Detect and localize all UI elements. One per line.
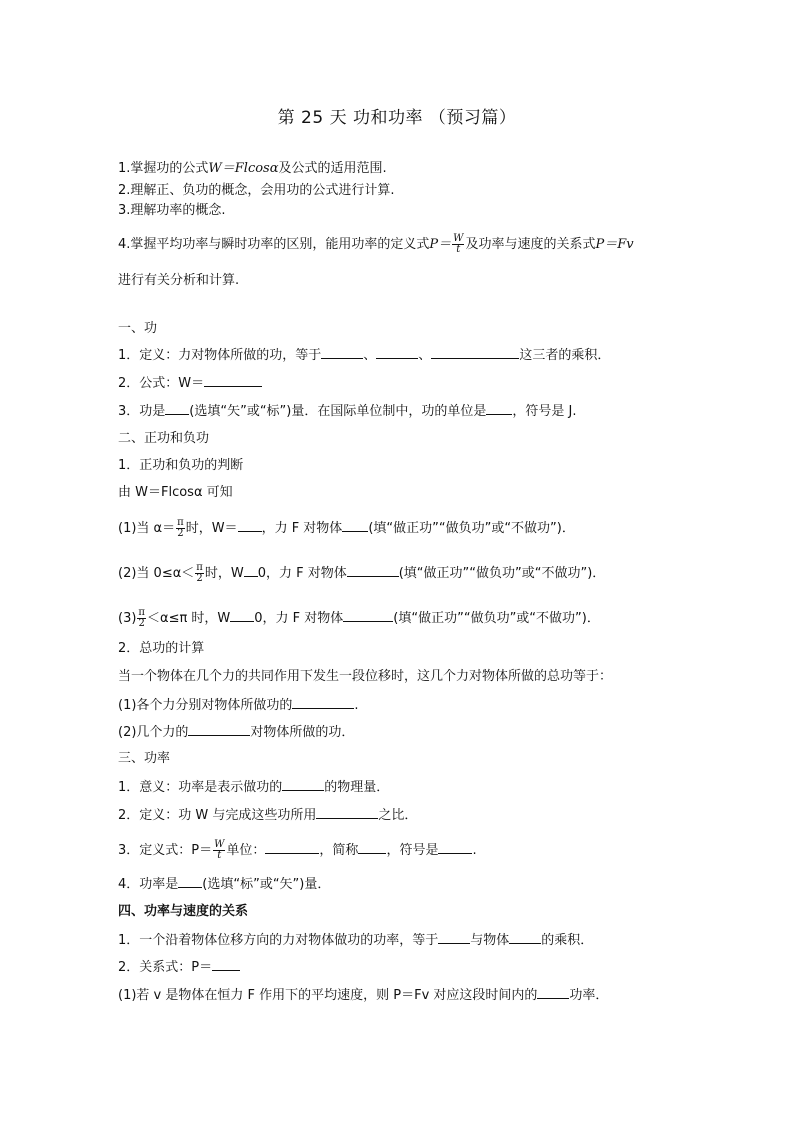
s2-sub1: 1．正功和负功的判断 xyxy=(118,458,244,473)
case-2 xyxy=(118,563,605,584)
w-over-t-fraction xyxy=(213,840,225,861)
s3-formula xyxy=(118,840,477,861)
separator: 、 xyxy=(363,348,377,363)
goal-1 xyxy=(118,160,387,178)
s1-unit xyxy=(118,402,576,421)
goal-2: 2.理解正、负功的概念，会用功的公式进行计算. xyxy=(118,183,395,198)
goal-1-text: 1.掌握功的公式 xyxy=(118,161,209,176)
case-1 xyxy=(118,518,575,539)
total-2 xyxy=(118,723,354,742)
s3-abbr-label: ，简称 xyxy=(319,843,359,858)
s3-definition-tail: 之比． xyxy=(378,808,418,823)
blank[interactable] xyxy=(347,564,399,577)
s3-meaning xyxy=(118,778,389,797)
fraction-denominator: 2 xyxy=(138,618,145,629)
case-2-text: (2)当 0≤α＜ xyxy=(118,566,195,581)
s3-formula-end: . xyxy=(472,843,477,858)
fraction-numerator: π xyxy=(138,607,145,618)
s3-scalar-text: 4．功率是 xyxy=(118,877,179,892)
blank[interactable] xyxy=(358,841,386,854)
s3-meaning-text: 1．意义：功率是表示做功的 xyxy=(118,780,283,795)
s4-statement-tail: 的乘积． xyxy=(541,933,594,948)
blank[interactable] xyxy=(342,519,368,532)
fraction-denominator: t xyxy=(456,244,461,255)
total-1-tail: . xyxy=(354,698,359,713)
section-3-heading: 三、功率 xyxy=(118,751,171,766)
case-2-force: 0，力 F 对物体 xyxy=(257,566,347,581)
blank[interactable] xyxy=(321,346,363,359)
s1-formula-text: 2．公式：W＝ xyxy=(118,376,205,391)
goal-4-mid: 及功率与速度的关系式 xyxy=(465,237,596,252)
s1-definition xyxy=(118,346,610,365)
fraction-denominator: 2 xyxy=(177,528,184,539)
blank[interactable] xyxy=(265,841,319,854)
fraction-denominator: t xyxy=(217,850,222,861)
goal-4-pfv: P＝Fv xyxy=(595,237,634,252)
s3-meaning-tail: 的物理量． xyxy=(324,780,390,795)
s3-symbol-label: ，符号是 xyxy=(386,843,439,858)
section-2-heading: 二、正功和负功 xyxy=(118,431,210,446)
blank[interactable] xyxy=(376,346,418,359)
pi-over-2-fraction xyxy=(176,518,185,539)
s1-definition-text: 1．定义：力对物体所做的功，等于 xyxy=(118,348,322,363)
fraction-numerator: W xyxy=(214,839,225,850)
blank[interactable] xyxy=(238,519,262,532)
fill-hint: (填“做正功”“做负功”或“不做功”)． xyxy=(398,566,606,581)
s1-unit-text: 3．功是 xyxy=(118,404,166,419)
case-1-force: ，力 F 对物体 xyxy=(261,521,343,536)
blank[interactable] xyxy=(438,931,470,944)
total-2-tail: 对物体所做的功． xyxy=(250,725,355,740)
s2-sub2: 2．总功的计算 xyxy=(118,641,205,656)
total-1-text: (1)各个力分别对物体所做功的 xyxy=(118,698,293,713)
pi-over-2-fraction xyxy=(137,608,146,629)
blank[interactable] xyxy=(316,806,378,819)
goal-4-p: P＝ xyxy=(429,237,452,252)
s1-unit-mid: (选填“矢”或“标”)量．在国际单位制中，功的单位是 xyxy=(189,404,487,419)
goal-1-formula: W＝Flcosα xyxy=(208,161,279,176)
pi-over-2-fraction xyxy=(195,563,204,584)
fraction-denominator: 2 xyxy=(196,573,203,584)
blank[interactable] xyxy=(188,723,250,736)
page-title: 第 25 天 功和功率 （预习篇） xyxy=(277,108,517,128)
case-1-mid: 时，W＝ xyxy=(185,521,238,536)
blank[interactable] xyxy=(509,931,541,944)
blank[interactable] xyxy=(212,958,240,971)
total-2-text: (2)几个力的 xyxy=(118,725,189,740)
blank[interactable] xyxy=(537,986,569,999)
goal-1-tail: 及公式的适用范围. xyxy=(278,161,387,176)
fraction-numerator: π xyxy=(196,562,203,573)
total-1 xyxy=(118,696,359,715)
blank[interactable] xyxy=(431,346,519,359)
s3-scalar-tail: (选填“标”或“矢”)量． xyxy=(202,877,331,892)
s3-unit-label: 单位： xyxy=(226,843,266,858)
s4-relation xyxy=(118,958,240,977)
s3-formula-text: 3．定义式：P＝ xyxy=(118,843,213,858)
case-3 xyxy=(118,608,600,629)
blank[interactable] xyxy=(438,841,472,854)
s4-statement xyxy=(118,931,593,950)
s4-average-text: (1)若 v 是物体在恒力 F 作用下的平均速度，则 P＝Fv 对应这段时间内的 xyxy=(118,988,538,1003)
blank[interactable] xyxy=(292,696,354,709)
s3-definition-text: 2．定义：功 W 与完成这些功所用 xyxy=(118,808,317,823)
blank[interactable] xyxy=(486,402,512,415)
section-1-heading: 一、功 xyxy=(118,321,158,336)
s1-formula xyxy=(118,374,262,393)
case-3-mid: ＜α≤π 时，W xyxy=(147,611,231,626)
case-2-mid: 时，W xyxy=(204,566,244,581)
goal-4-text: 4.掌握平均功率与瞬时功率的区别，能用功率的定义式 xyxy=(118,237,430,252)
s3-definition xyxy=(118,806,417,825)
separator: 、 xyxy=(418,348,432,363)
goal-3: 3.理解功率的概念. xyxy=(118,203,226,218)
s2-by-formula: 由 W＝Flcosα 可知 xyxy=(118,485,233,500)
blank[interactable] xyxy=(204,374,262,387)
goal-4-continued: 进行有关分析和计算. xyxy=(118,273,240,288)
goal-4 xyxy=(118,234,634,255)
blank[interactable] xyxy=(282,778,324,791)
section-4-heading: 四、功率与速度的关系 xyxy=(118,904,249,919)
case-1-text: (1)当 α＝ xyxy=(118,521,176,536)
goal-4-fraction xyxy=(452,234,464,255)
blank[interactable] xyxy=(178,875,202,888)
s1-definition-tail: 这三者的乘积． xyxy=(519,348,611,363)
s4-average xyxy=(118,986,608,1005)
s4-average-tail: 功率． xyxy=(569,988,609,1003)
s4-relation-text: 2．关系式：P＝ xyxy=(118,960,213,975)
blank[interactable] xyxy=(244,564,258,577)
case-3-force: 0，力 F 对物体 xyxy=(254,611,344,626)
fraction-numerator: π xyxy=(177,517,184,528)
s3-scalar xyxy=(118,875,330,894)
fill-hint: (填“做正功”“做负功”或“不做功”)． xyxy=(368,521,575,536)
s4-statement-mid: 与物体 xyxy=(470,933,510,948)
s4-statement-text: 1．一个沿着物体位移方向的力对物体做功的功率，等于 xyxy=(118,933,439,948)
blank[interactable] xyxy=(230,609,254,622)
fill-hint: (填“做正功”“做负功”或“不做功”)． xyxy=(393,611,600,626)
total-intro: 当一个物体在几个力的共同作用下发生一段位移时，这几个力对物体所做的总功等于： xyxy=(118,669,613,684)
s1-unit-tail: ，符号是 J. xyxy=(512,404,577,419)
blank[interactable] xyxy=(165,402,189,415)
case-3-text: (3) xyxy=(118,611,137,626)
fraction-numerator: W xyxy=(453,233,464,244)
blank[interactable] xyxy=(343,609,393,622)
